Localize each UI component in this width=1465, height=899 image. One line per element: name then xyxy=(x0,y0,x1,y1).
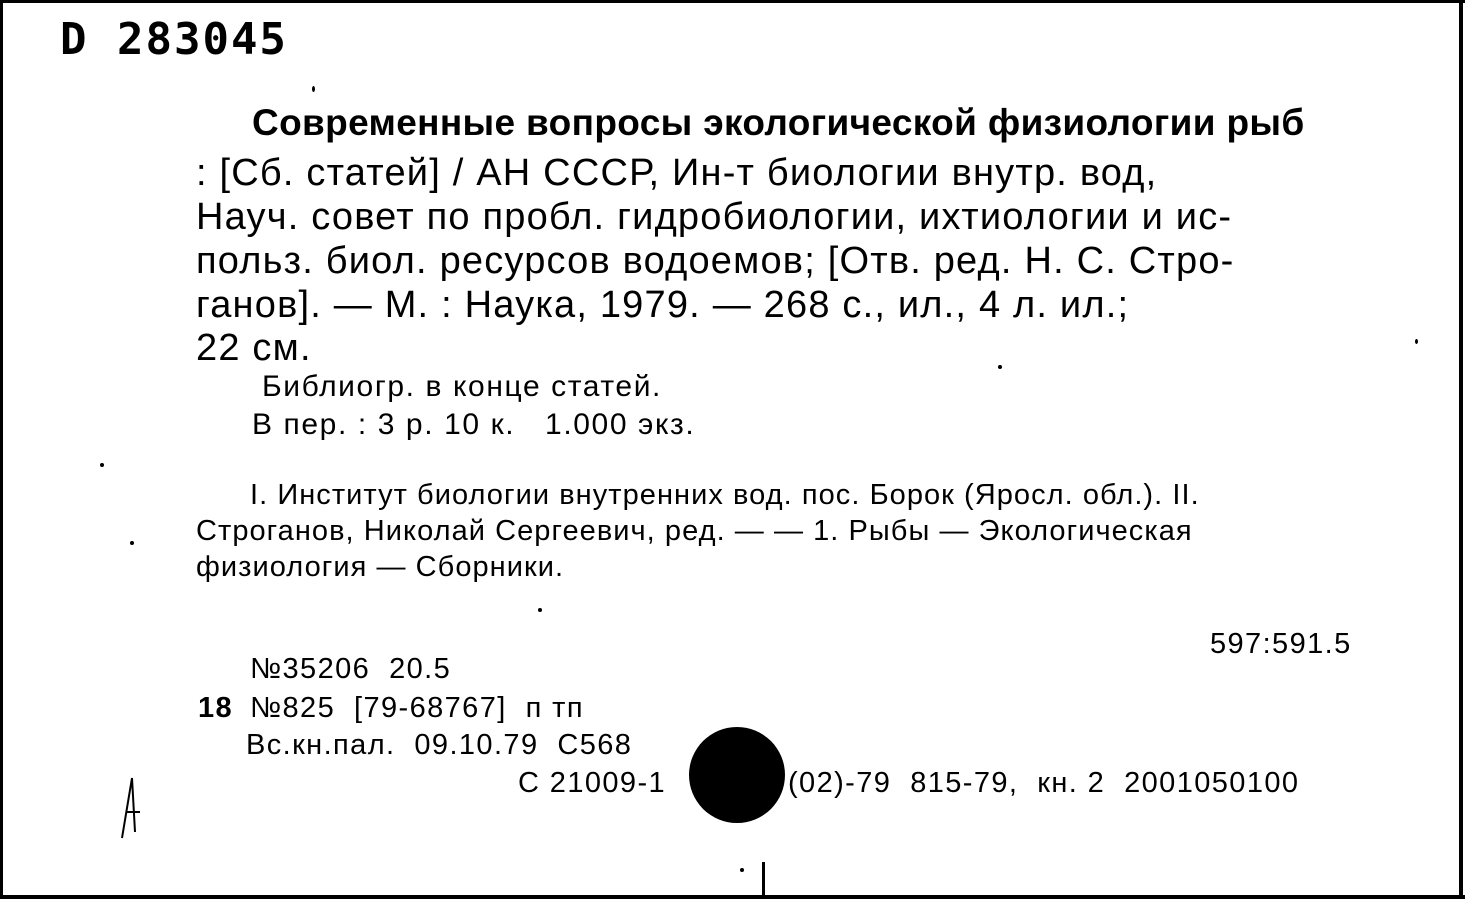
classification-code: 597:591.5 xyxy=(1210,628,1352,660)
description-line-3: польз. биол. ресурсов водоемов; [Отв. ред. Н. С. Стро- xyxy=(196,240,1235,282)
card-border-bottom xyxy=(0,895,1465,899)
punch-hole xyxy=(689,727,785,823)
speck xyxy=(130,541,134,545)
speck xyxy=(1415,339,1418,344)
card-border-left xyxy=(0,0,3,899)
title-heading: Современные вопросы экологической физиологии рыб xyxy=(252,102,1305,143)
speck xyxy=(998,365,1002,369)
handwritten-mark xyxy=(118,772,148,842)
catalog-code-right: (02)-79 815-79, кн. 2 2001050100 xyxy=(788,767,1300,799)
speck xyxy=(100,463,104,467)
tracing-line-3: физиология — Сборники. xyxy=(196,551,565,583)
registry-number: №35206 20.5 xyxy=(250,653,452,685)
speck xyxy=(740,868,744,872)
description-line-1: : [Сб. статей] / АН СССР, Ин-т биологии внутр. вод, xyxy=(196,152,1158,194)
call-number: D 283045 xyxy=(60,14,288,65)
book-chamber-line: Вс.кн.пал. 09.10.79 С568 xyxy=(246,729,633,761)
card-border-right xyxy=(1459,0,1463,899)
catalog-code-left: С 21009-1 xyxy=(518,767,667,799)
price-note: В пер. : 3 р. 10 к. 1.000 экз. xyxy=(252,408,696,441)
speck xyxy=(538,608,542,612)
registry-order: №825 [79-68767] п тп xyxy=(250,692,584,724)
description-line-4: ганов]. — М. : Наука, 1979. — 268 с., ил., 4 л. ил.; xyxy=(196,284,1130,326)
description-line-5: 22 см. xyxy=(196,327,312,369)
bibliography-note: Библиогр. в конце статей. xyxy=(262,370,662,403)
speck xyxy=(312,86,315,92)
tracing-line-1: I. Институт биологии внутренних вод. пос. Борок (Яросл. обл.). II. xyxy=(250,479,1200,511)
description-line-2: Науч. совет по пробл. гидробиологии, ихтиологии и ис- xyxy=(196,196,1233,238)
registry-order-prefix: 18 xyxy=(198,692,234,724)
bottom-mark xyxy=(762,862,765,896)
card-border-top xyxy=(0,0,1465,3)
tracing-line-2: Строганов, Николай Сергеевич, ред. — — 1. Рыбы — Экологическая xyxy=(196,515,1193,547)
